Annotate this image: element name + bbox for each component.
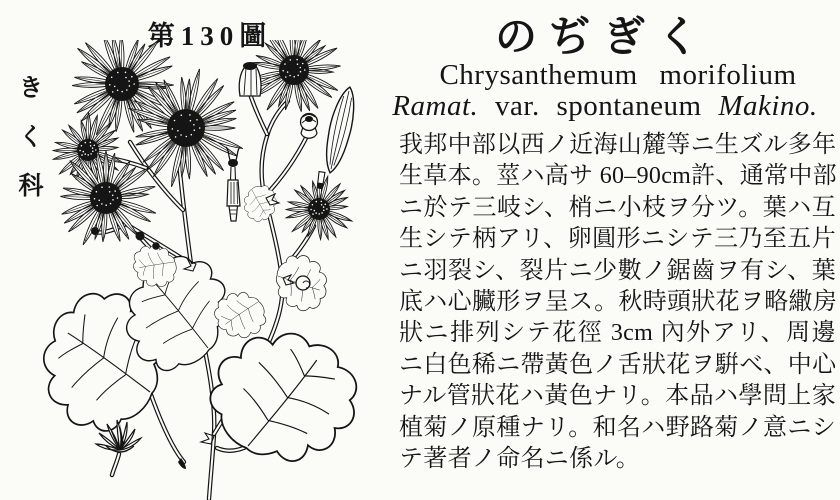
body-line: ニ於テ三岐シ、梢ニ小枝ヲ分ツ。葉ハ互 bbox=[399, 194, 836, 221]
disc-floret-detail bbox=[226, 147, 240, 221]
variety-epithet: var. spontaneum bbox=[495, 90, 702, 122]
body-line: 狀ニ排列シテ花徑 3cm 內外アリ、周邊 bbox=[399, 320, 836, 347]
body-line: 底ハ心臟形ヲ呈ス。秋時頭狀花ヲ略繖房 bbox=[399, 288, 838, 315]
flower-head bbox=[251, 40, 340, 112]
chrysanthemum-illustration bbox=[0, 40, 420, 500]
body-line: ニ白色稀ニ帶黃色ノ舌狀花ヲ騈ベ、中心 bbox=[399, 351, 837, 378]
author-abbrev: Ramat. bbox=[392, 90, 479, 122]
page-title: のぢぎく bbox=[494, 15, 711, 61]
body-line: テ著者ノ命名ニ係ル。 bbox=[399, 445, 641, 472]
body-line: 植菊ノ原種ナリ。和名ハ野路菊ノ意ニシ bbox=[399, 414, 836, 441]
author-name: Makino. bbox=[718, 90, 818, 122]
body-line: 我邦中部以西ノ近海山麓等ニ生ズル多年 bbox=[399, 132, 837, 158]
body-line: 生シテ柄アリ、卵圓形ニシテ三乃至五片 bbox=[399, 226, 836, 253]
body-line: ナル管狀花ハ黃色ナリ。本品ハ學問上家 bbox=[399, 383, 836, 410]
body-line: ニ羽裂シ、裂片ニ少數ノ鋸齒ヲ有シ、葉 bbox=[399, 257, 836, 284]
scientific-name-line1: Chrysanthemum morifolium bbox=[439, 59, 797, 91]
scientific-name-line2 bbox=[370, 90, 840, 123]
ray-floret-detail bbox=[317, 85, 360, 189]
family-label: きく科 bbox=[15, 74, 42, 221]
body-line: 生草本。莖ハ高サ 60–90cm許、通常中部 bbox=[399, 163, 837, 190]
figure-caption: 第130圖 bbox=[147, 21, 273, 51]
description-text bbox=[399, 130, 836, 475]
